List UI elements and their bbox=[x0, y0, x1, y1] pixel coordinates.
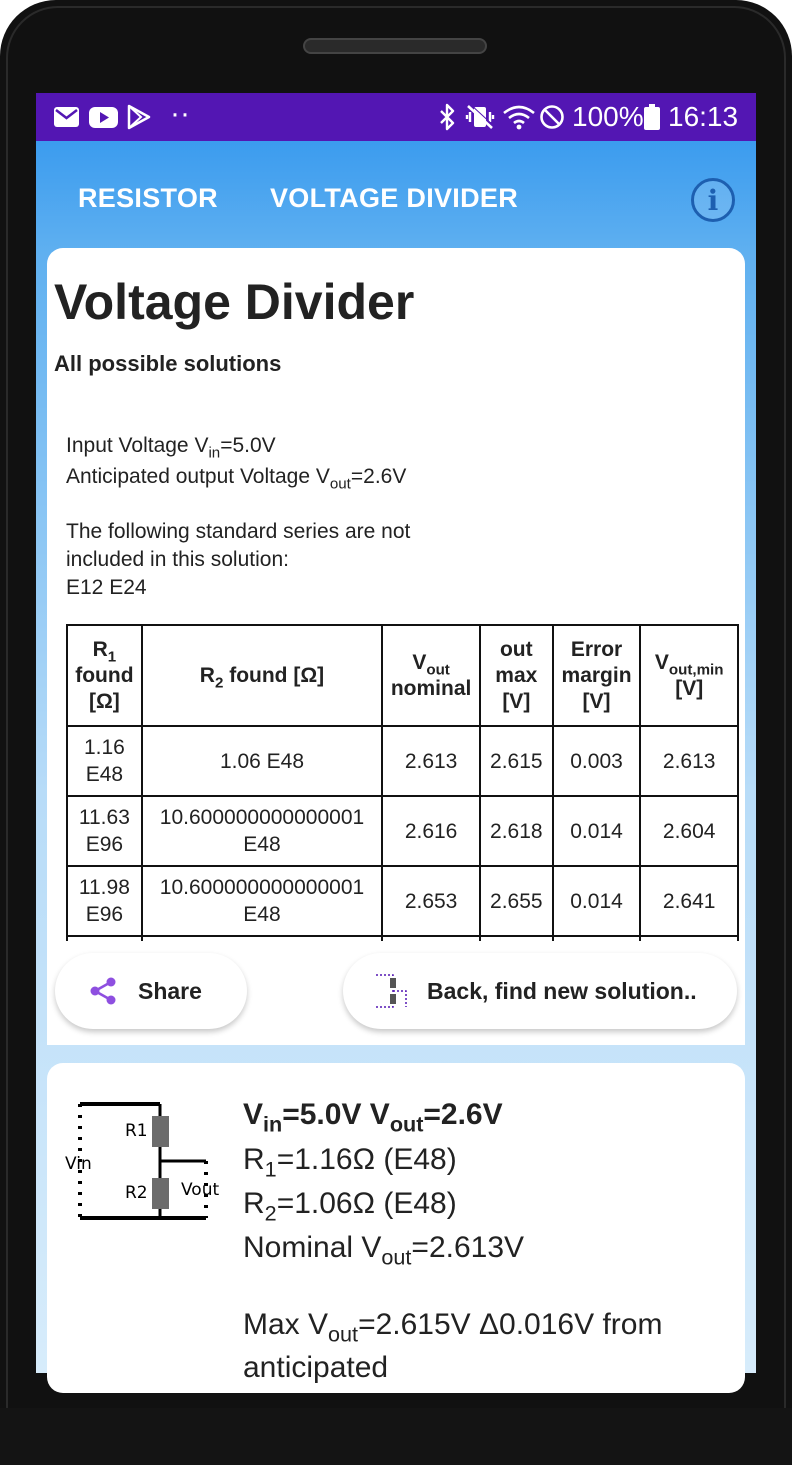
status-bar bbox=[36, 93, 756, 141]
solution-r1: $R_1=1.16\Omega$ (E48) bbox=[243, 1143, 457, 1182]
phone-chin bbox=[0, 1408, 792, 1465]
share-label: Share bbox=[138, 977, 202, 1004]
share-button[interactable] bbox=[55, 953, 247, 1029]
r1-resistor bbox=[152, 1116, 169, 1147]
screen bbox=[36, 93, 756, 1384]
table-row[interactable] bbox=[67, 726, 738, 796]
cell-v-min: 2.604 bbox=[640, 796, 738, 866]
header-vout-min: $V_{out,min}$ [V] bbox=[640, 625, 738, 726]
header-r1-found: $R_1$ found [Ω] bbox=[67, 625, 142, 726]
battery-percent: 100% bbox=[572, 101, 644, 132]
youtube-icon bbox=[88, 105, 118, 129]
solution-r2: $R_2=1.06\Omega$ (E48) bbox=[243, 1187, 457, 1226]
input-voltage-text: Input Voltage $V_{in}=5.0V$ bbox=[66, 434, 276, 462]
tab-voltage-divider[interactable]: VOLTAGE DIVIDER bbox=[270, 183, 519, 213]
header-vout-nominal: $V_{out}$ nominal bbox=[382, 625, 480, 726]
battery-icon bbox=[643, 105, 661, 129]
r2-label: R2 bbox=[125, 1183, 148, 1203]
cell-v-max: 2.618 bbox=[480, 796, 553, 866]
cell-v-min: 2.613 bbox=[640, 726, 738, 796]
cell-v-nominal: 2.653 bbox=[382, 866, 480, 936]
mail-icon bbox=[53, 105, 79, 129]
excluded-series-note: The following standard series are not included in this solution: E12 E24 bbox=[66, 520, 411, 599]
cell-error: 0.014 bbox=[553, 796, 641, 866]
info-icon: i bbox=[707, 183, 719, 217]
cell-error: 0.014 bbox=[553, 866, 641, 936]
cell-v-nominal: 2.616 bbox=[382, 796, 480, 866]
cell-r1: 11.63 E96 bbox=[67, 796, 142, 866]
cell-r2: 10.600000000000001 E48 bbox=[142, 866, 382, 936]
r1-label: R1 bbox=[125, 1121, 148, 1141]
output-voltage-text: Anticipated output Voltage $V_{out}=2.6V$ bbox=[66, 465, 407, 493]
share-icon bbox=[88, 976, 118, 1006]
solution-max-vout: Max $V_{out}=2.615V$ Δ0.016V from bbox=[243, 1308, 663, 1347]
more-dots-icon: ·· bbox=[170, 97, 190, 130]
bluetooth-icon bbox=[438, 105, 456, 129]
vout-label: Vout bbox=[181, 1180, 220, 1200]
solution-heading: $V_{in}=5.0V$ $V_{out}=2.6V$ bbox=[243, 1098, 503, 1137]
cell-r1: 11.98 E96 bbox=[67, 866, 142, 936]
solution-summary-card bbox=[47, 1063, 745, 1393]
cell-v-max: 2.615 bbox=[480, 726, 553, 796]
wifi-icon bbox=[502, 105, 536, 129]
page-title: Voltage Divider bbox=[54, 274, 415, 330]
cell-error: 0.003 bbox=[553, 726, 641, 796]
info-button[interactable] bbox=[691, 178, 735, 222]
play-store-icon bbox=[126, 105, 152, 129]
results-card bbox=[47, 248, 745, 1045]
table-row[interactable] bbox=[67, 866, 738, 936]
earpiece-speaker bbox=[303, 38, 487, 54]
table-row[interactable] bbox=[67, 796, 738, 866]
header-error-margin: Error margin [V] bbox=[553, 625, 641, 726]
cell-r1: 1.16 E48 bbox=[67, 726, 142, 796]
solution-nominal-vout: Nominal $V_{out}=2.613V$ bbox=[243, 1231, 525, 1270]
header-r2-found: $R_2$ found [Ω] bbox=[142, 625, 382, 726]
clock: 16:13 bbox=[668, 101, 739, 132]
table-header-row bbox=[67, 625, 738, 726]
tab-bar bbox=[36, 141, 756, 251]
header-out-max: out max [V] bbox=[480, 625, 553, 726]
do-not-disturb-icon bbox=[538, 105, 566, 129]
page-subtitle: All possible solutions bbox=[54, 351, 282, 376]
cell-r2: 10.600000000000001 E48 bbox=[142, 796, 382, 866]
tab-resistor[interactable]: RESISTOR bbox=[78, 183, 218, 213]
solution-text-cutoff: anticipated bbox=[243, 1351, 389, 1384]
cell-r2: 1.06 E48 bbox=[142, 726, 382, 796]
circuit-icon bbox=[373, 972, 409, 1010]
cell-v-max: 2.655 bbox=[480, 866, 553, 936]
r2-resistor bbox=[152, 1178, 169, 1209]
vin-label: Vin bbox=[65, 1154, 92, 1174]
back-find-new-solution-button[interactable] bbox=[343, 953, 737, 1029]
cell-v-nominal: 2.613 bbox=[382, 726, 480, 796]
cell-v-min: 2.641 bbox=[640, 866, 738, 936]
voltage-divider-schematic bbox=[65, 1099, 220, 1224]
back-label: Back, find new solution.. bbox=[427, 977, 697, 1004]
vibrate-mute-icon bbox=[466, 105, 494, 129]
